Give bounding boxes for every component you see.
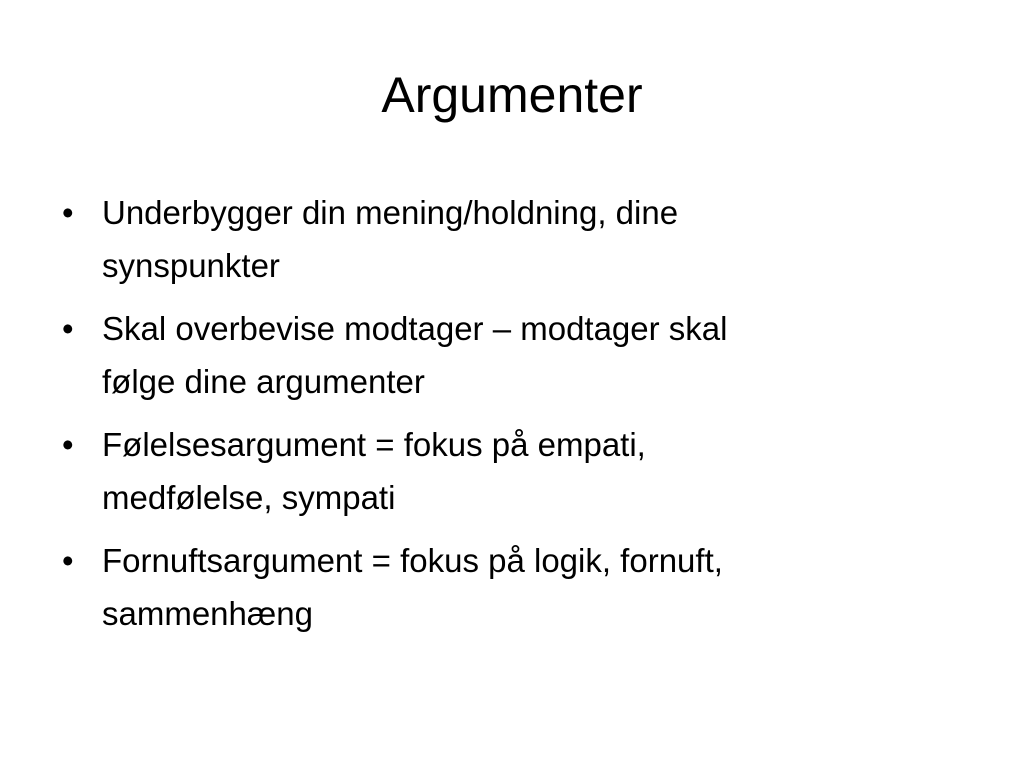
bullet-text-line2: synspunkter — [102, 247, 280, 284]
bullet-dot-icon: • — [62, 310, 74, 347]
bullet-dot-icon: • — [62, 194, 74, 231]
bullet-text-line2: følge dine argumenter — [102, 363, 425, 400]
bullet-text-line1: Underbygger din mening/holdning, dine — [102, 194, 679, 231]
bullet-item — [56, 418, 936, 524]
bullet-item — [56, 302, 936, 408]
bullet-item — [56, 534, 936, 640]
bullet-text-line2: medfølelse, sympati — [102, 479, 396, 516]
bullet-text-line1: Følelsesargument = fokus på empati, — [102, 426, 646, 463]
bullet-text-line1: Fornuftsargument = fokus på logik, fornuft, — [102, 542, 723, 579]
slide-title: Argumenter — [381, 67, 643, 123]
bullet-list — [56, 186, 936, 650]
bullet-dot-icon: • — [62, 426, 74, 463]
bullet-text-line2: sammenhæng — [102, 595, 313, 632]
bullet-dot-icon: • — [62, 542, 74, 579]
bullet-item — [56, 186, 936, 292]
bullet-text-line1: Skal overbevise modtager – modtager skal — [102, 310, 728, 347]
